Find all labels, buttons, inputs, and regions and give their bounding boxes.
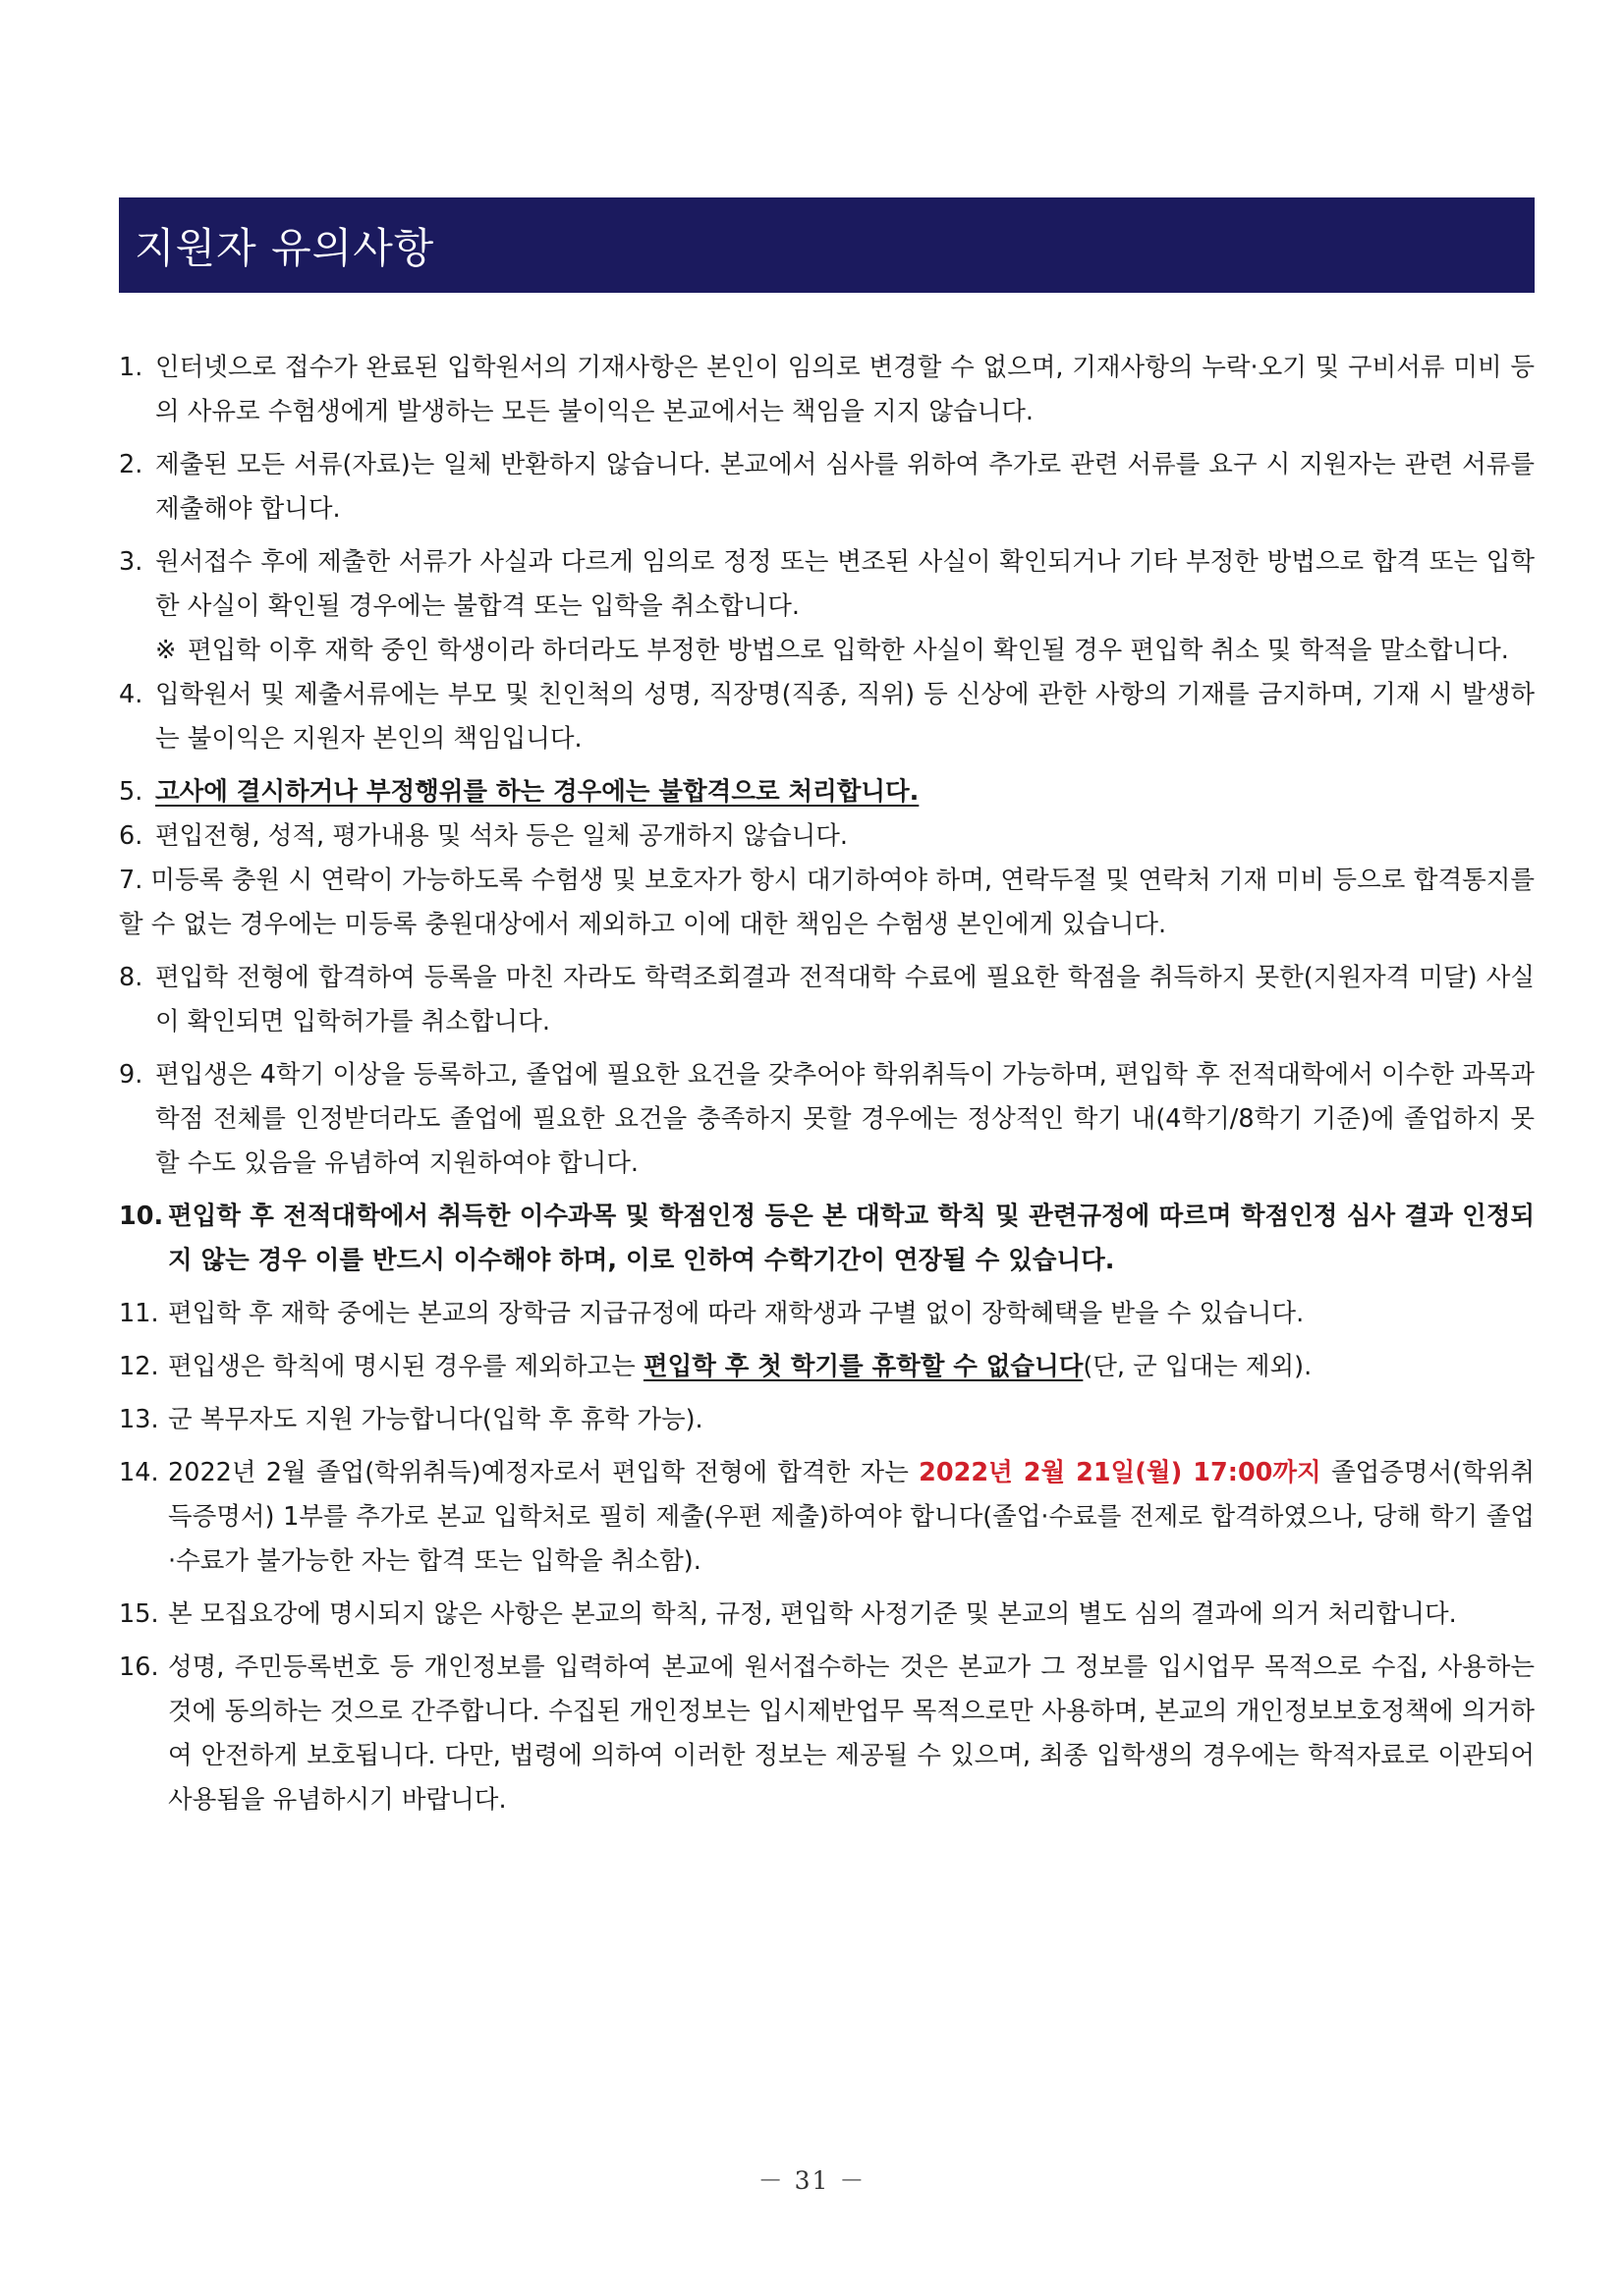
item-text-before: 편입생은 학칙에 명시된 경우를 제외하고는 bbox=[168, 1352, 644, 1381]
item-number: 7. bbox=[119, 866, 143, 895]
notice-item-16 bbox=[119, 1646, 1535, 1822]
item-text: 군 복무자도 지원 가능합니다(입학 후 휴학 가능). bbox=[168, 1405, 703, 1434]
page-number: － 31 － bbox=[757, 2166, 867, 2195]
item-number: 16. bbox=[119, 1652, 159, 1682]
item-text: 인터넷으로 접수가 완료된 입학원서의 기재사항은 본인이 임의로 변경할 수 없으며, 기재사항의 누락·오기 및 구비서류 미비 등의 사유로 수험생에게 발생하는 모든 불이익은 본교에서는 책임을 지지 않습니다. bbox=[155, 353, 1535, 426]
notice-item-5 bbox=[119, 770, 1535, 814]
item-number: 4. bbox=[119, 680, 143, 709]
notice-item-2 bbox=[119, 443, 1535, 532]
item-text: 원서접수 후에 제출한 서류가 사실과 다르게 임의로 정정 또는 변조된 사실이 확인되거나 기타 부정한 방법으로 합격 또는 입학한 사실이 확인될 경우에는 불합격 또는 입학을 취소합니다. bbox=[155, 547, 1535, 621]
notice-item-9 bbox=[119, 1053, 1535, 1186]
item-number: 12. bbox=[119, 1352, 159, 1381]
notice-item-8 bbox=[119, 956, 1535, 1044]
item-number: 5. bbox=[119, 777, 143, 807]
notice-item-12 bbox=[119, 1345, 1535, 1389]
item-number: 14. bbox=[119, 1458, 159, 1487]
item-text: 제출된 모든 서류(자료)는 일체 반환하지 않습니다. 본교에서 심사를 위하여 추가로 관련 서류를 요구 시 지원자는 관련 서류를 제출해야 합니다. bbox=[155, 450, 1535, 524]
item-text: 본 모집요강에 명시되지 않은 사항은 본교의 학칙, 규정, 편입학 사정기준 및 본교의 별도 심의 결과에 의거 처리합니다. bbox=[168, 1599, 1457, 1629]
item-text: 편입전형, 성적, 평가내용 및 석차 등은 일체 공개하지 않습니다. bbox=[155, 821, 848, 851]
item-text: 편입학 전형에 합격하여 등록을 마친 자라도 학력조회결과 전적대학 수료에 필요한 학점을 취득하지 못한(지원자격 미달) 사실이 확인되면 입학허가를 취소합니다. bbox=[155, 963, 1535, 1036]
section-title: 지원자 유의사항 bbox=[135, 223, 435, 272]
item-text-emphasis: 편입학 후 전적대학에서 취득한 이수과목 및 학점인정 등은 본 대학교 학칙 및 관련규정에 따르며 학점인정 심사 결과 인정되지 않는 경우 이를 반드시 이수해야 하며, 이로 인하여 수학기간이 연장될 수 있습니다. bbox=[168, 1202, 1535, 1275]
item-number: 2. bbox=[119, 450, 143, 479]
reference-mark: ※ bbox=[155, 636, 177, 665]
notice-item-11 bbox=[119, 1292, 1535, 1336]
notice-item-6 bbox=[119, 814, 1535, 859]
item-text: 편입생은 4학기 이상을 등록하고, 졸업에 필요한 요건을 갖추어야 학위취득이 가능하며, 편입학 후 전적대학에서 이수한 과목과 학점 전체를 인정받더라도 졸업에 필요한 요건을 충족하지 못할 경우에는 정상적인 학기 내(4학기/8학기 기준)에 졸업하지 못할 수도 있음을 유념하여 지원하여야 합니다. bbox=[155, 1060, 1535, 1178]
item-number: 10. bbox=[119, 1202, 164, 1231]
notice-item-3 bbox=[119, 540, 1535, 629]
notice-item-14 bbox=[119, 1451, 1535, 1584]
notice-list bbox=[119, 346, 1535, 1831]
item-number: 9. bbox=[119, 1060, 143, 1090]
item-number: 8. bbox=[119, 963, 143, 992]
notice-item-1 bbox=[119, 346, 1535, 434]
item-number: 15. bbox=[119, 1599, 159, 1629]
item-number: 13. bbox=[119, 1405, 159, 1434]
item-text-emphasis: 편입학 후 첫 학기를 휴학할 수 없습니다 bbox=[643, 1352, 1084, 1381]
notice-item-15 bbox=[119, 1593, 1535, 1637]
item-text-after: 졸업증명서(학위취득증명서) 1부를 추가로 본교 입학처로 필히 제출(우편 제출)하여야 합니다(졸업·수료를 전제로 합격하였으나, 당해 학기 졸업·수료가 불가능한 자는 합격 또는 입학을 취소함). bbox=[168, 1458, 1535, 1576]
item-number: 6. bbox=[119, 821, 143, 851]
item-text: 성명, 주민등록번호 등 개인정보를 입력하여 본교에 원서접수하는 것은 본교가 그 정보를 입시업무 목적으로 수집, 사용하는 것에 동의하는 것으로 간주합니다. 수집된 개인정보는 입시제반업무 목적으로만 사용하며, 본교의 개인정보보호정책에 의거하여 안전하게 보호됩니다. 다만, 법령에 의하여 이러한 정보는 제공될 수 있으며, 최종 입학생의 경우에는 학적자료로 이관되어 사용됨을 유념하시기 바랍니다. bbox=[168, 1652, 1535, 1815]
item-text: 입학원서 및 제출서류에는 부모 및 친인척의 성명, 직장명(직종, 직위) 등 신상에 관한 사항의 기재를 금지하며, 기재 시 발생하는 불이익은 지원자 본인의 책임입니다. bbox=[155, 680, 1535, 754]
item-text-emphasis: 고사에 결시하거나 부정행위를 하는 경우에는 불합격으로 처리합니다. bbox=[155, 777, 920, 807]
deadline-highlight: 2022년 2월 21일(월) 17:00까지 bbox=[919, 1458, 1321, 1487]
item-number: 11. bbox=[119, 1299, 159, 1328]
section-header-banner bbox=[119, 197, 1535, 293]
note-text: 편입학 이후 재학 중인 학생이라 하더라도 부정한 방법으로 입학한 사실이 확인될 경우 편입학 취소 및 학적을 말소합니다. bbox=[188, 636, 1509, 665]
item-text: 미등록 충원 시 연락이 가능하도록 수험생 및 보호자가 항시 대기하여야 하며, 연락두절 및 연락처 기재 미비 등으로 합격통지를 할 수 없는 경우에는 미등록 충원대상에서 제외하고 이에 대한 책임은 수험생 본인에게 있습니다. bbox=[119, 866, 1535, 939]
item-number: 3. bbox=[119, 547, 143, 577]
notice-item-4 bbox=[119, 673, 1535, 761]
item-text: 편입학 후 재학 중에는 본교의 장학금 지급규정에 따라 재학생과 구별 없이 장학혜택을 받을 수 있습니다. bbox=[168, 1299, 1305, 1328]
item-text-after: (단, 군 입대는 제외). bbox=[1083, 1352, 1313, 1381]
item-number: 1. bbox=[119, 353, 143, 382]
notice-item-13 bbox=[119, 1398, 1535, 1442]
item-text-before: 2022년 2월 졸업(학위취득)예정자로서 편입학 전형에 합격한 자는 bbox=[168, 1458, 920, 1487]
notice-item-7 bbox=[119, 859, 1535, 947]
notice-item-3-note bbox=[119, 629, 1535, 673]
notice-item-10 bbox=[119, 1195, 1535, 1283]
